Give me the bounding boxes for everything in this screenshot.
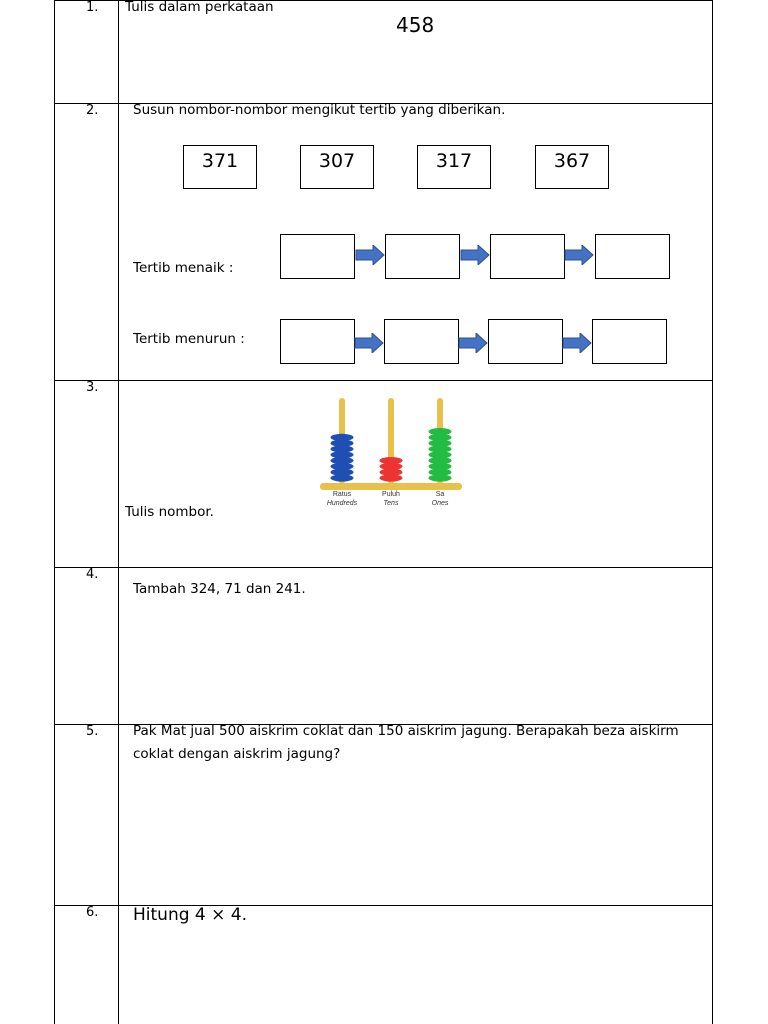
question-3-instruction: Tulis nombor. <box>125 504 214 520</box>
abacus-bead <box>331 434 354 441</box>
descending-answer-box[interactable] <box>488 319 563 364</box>
descending-answer-box[interactable] <box>384 319 459 364</box>
abacus-label-en: Ones <box>431 500 449 507</box>
question-5-line-1: Pak Mat jual 500 aiskrim coklat dan 150 aiskrim jagung. Berapakah beza aiskirm <box>133 723 679 739</box>
right-arrow-icon <box>355 245 385 265</box>
question-5-line-2: coklat dengan aiskrim jagung? <box>133 746 341 762</box>
abacus-label: Puluh <box>382 491 400 498</box>
abacus-image <box>316 396 466 508</box>
right-arrow-icon <box>458 333 488 353</box>
ascending-label: Tertib menaik : <box>133 260 234 276</box>
question-number: 3. <box>86 380 99 395</box>
descending-answer-box[interactable] <box>280 319 355 364</box>
question-6-instruction: Hitung 4 × 4. <box>133 905 248 925</box>
question-number: 5. <box>86 724 99 739</box>
row-border <box>54 567 713 568</box>
descending-answer-box[interactable] <box>592 319 667 364</box>
question-4-instruction: Tambah 324, 71 dan 241. <box>133 581 306 597</box>
question-1-instruction: Tulis dalam perkataan <box>125 0 274 15</box>
number-box: 307 <box>300 145 374 189</box>
ascending-answer-box[interactable] <box>280 234 355 279</box>
number-box: 371 <box>183 145 257 189</box>
row-border <box>54 380 713 381</box>
abacus-base <box>320 483 462 490</box>
question-number: 1. <box>86 0 99 15</box>
number-box: 317 <box>417 145 491 189</box>
right-arrow-icon <box>460 245 490 265</box>
abacus-label-en: Tens <box>383 500 399 507</box>
descending-label: Tertib menurun : <box>133 331 245 347</box>
abacus-bead <box>429 428 452 435</box>
question-number: 6. <box>86 905 99 920</box>
abacus-label: Ratus <box>332 491 352 498</box>
ascending-answer-box[interactable] <box>595 234 670 279</box>
ascending-answer-box[interactable] <box>490 234 565 279</box>
ascending-answer-box[interactable] <box>385 234 460 279</box>
right-arrow-icon <box>564 245 594 265</box>
right-arrow-icon <box>562 333 592 353</box>
question-1-value: 458 <box>396 13 435 37</box>
question-number: 4. <box>86 567 99 582</box>
question-2-instruction: Susun nombor-nombor mengikut tertib yang diberikan. <box>133 102 506 118</box>
abacus-label-en: Hundreds <box>326 500 358 507</box>
question-number: 2. <box>86 103 99 118</box>
number-box: 367 <box>535 145 609 189</box>
abacus-bead <box>380 457 403 464</box>
abacus-label: Sa <box>435 491 445 498</box>
right-arrow-icon <box>354 333 384 353</box>
column-divider <box>118 0 119 1024</box>
